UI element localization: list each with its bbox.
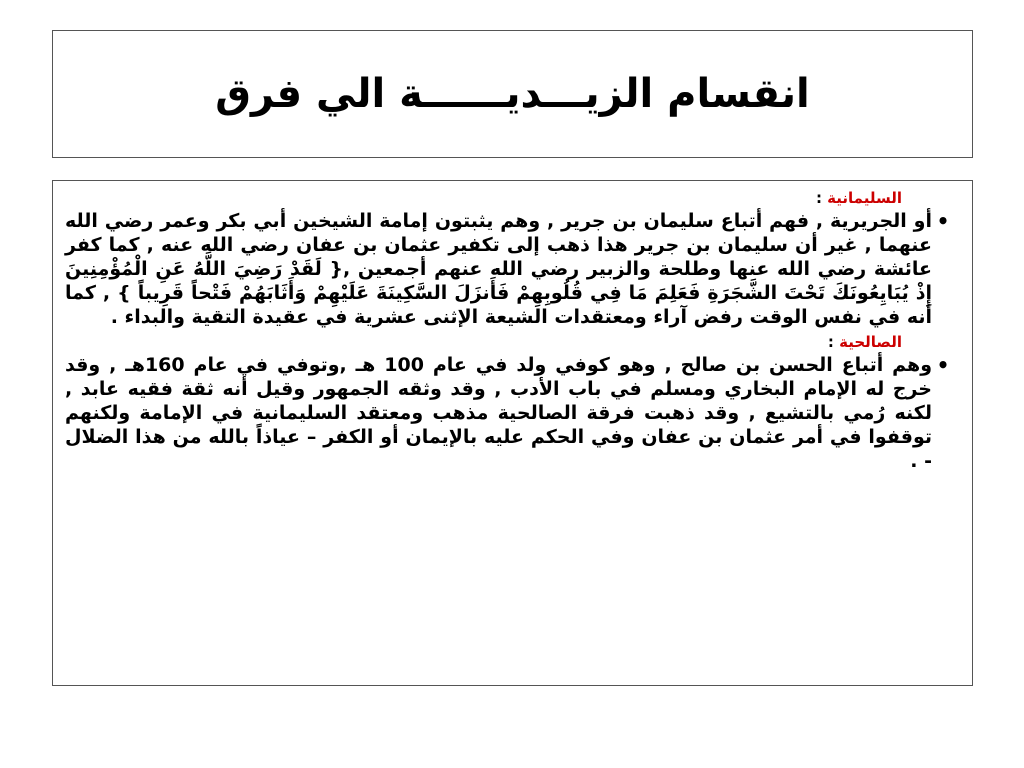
section-heading-sulaymaniyya — [65, 187, 902, 209]
bullet-item — [65, 353, 954, 473]
slide-title: انقسام الزيـــديــــــة الي فرق — [215, 71, 810, 117]
section-heading-label: السليمانية — [827, 189, 902, 207]
content-frame — [52, 180, 973, 686]
title-frame — [52, 30, 973, 158]
section-heading-colon: : — [827, 333, 834, 351]
bullet-icon: • — [936, 353, 950, 377]
bullet-icon: • — [936, 209, 950, 233]
section-heading-salihiyya — [65, 331, 902, 353]
section-paragraph: أو الجريرية , فهم أتباع سليمان بن جرير , وهم يثبتون إمامة الشيخين أبي بكر وعمر رضي الله عنهما , غير أن سليمان بن جرير هذا ذهب إلى تكفير عثمان بن عفان رضي الله عنه , كما كفر عائشة رضي الله عنها وطلحة والزبير رضي الله عنهم أجمعين ,{ لَقَدْ رَضِيَ اللَّهُ عَنِ الْمُؤْمِنِينَ إِذْ يُبَايِعُونَكَ تَحْتَ الشَّجَرَةِ فَعَلِمَ مَا فِي قُلُوبِهِمْ فَأَنزَلَ السَّكِينَةَ عَلَيْهِمْ وَأَثَابَهُمْ فَتْحاً قَرِيباً } , كما أنه في نفس الوقت رفض آراء ومعتقدات الشيعة الإثنى عشرية في عقيدة التقية والبداء . — [65, 210, 932, 328]
section-heading-colon: : — [815, 189, 822, 207]
section-heading-label: الصالحية — [839, 333, 902, 351]
section-paragraph: وهم أتباع الحسن بن صالح , وهو كوفي ولد في عام 100 هـ ,وتوفي في عام 160هـ , وقد خرج له الإمام البخاري ومسلم في باب الأدب , وقد وثقه الجمهور وقيل أنه ثقة فقيه عابد , لكنه رُمي بالتشيع , وقد ذهبت فرقة الصالحية مذهب ومعتقد السليمانية في الإمامة ولكنهم توقفوا في أمر عثمان بن عفان وفي الحكم عليه بالإيمان أو الكفر – عياذاً بالله من هذا الضلال - . — [65, 354, 933, 472]
bullet-item — [65, 209, 954, 329]
